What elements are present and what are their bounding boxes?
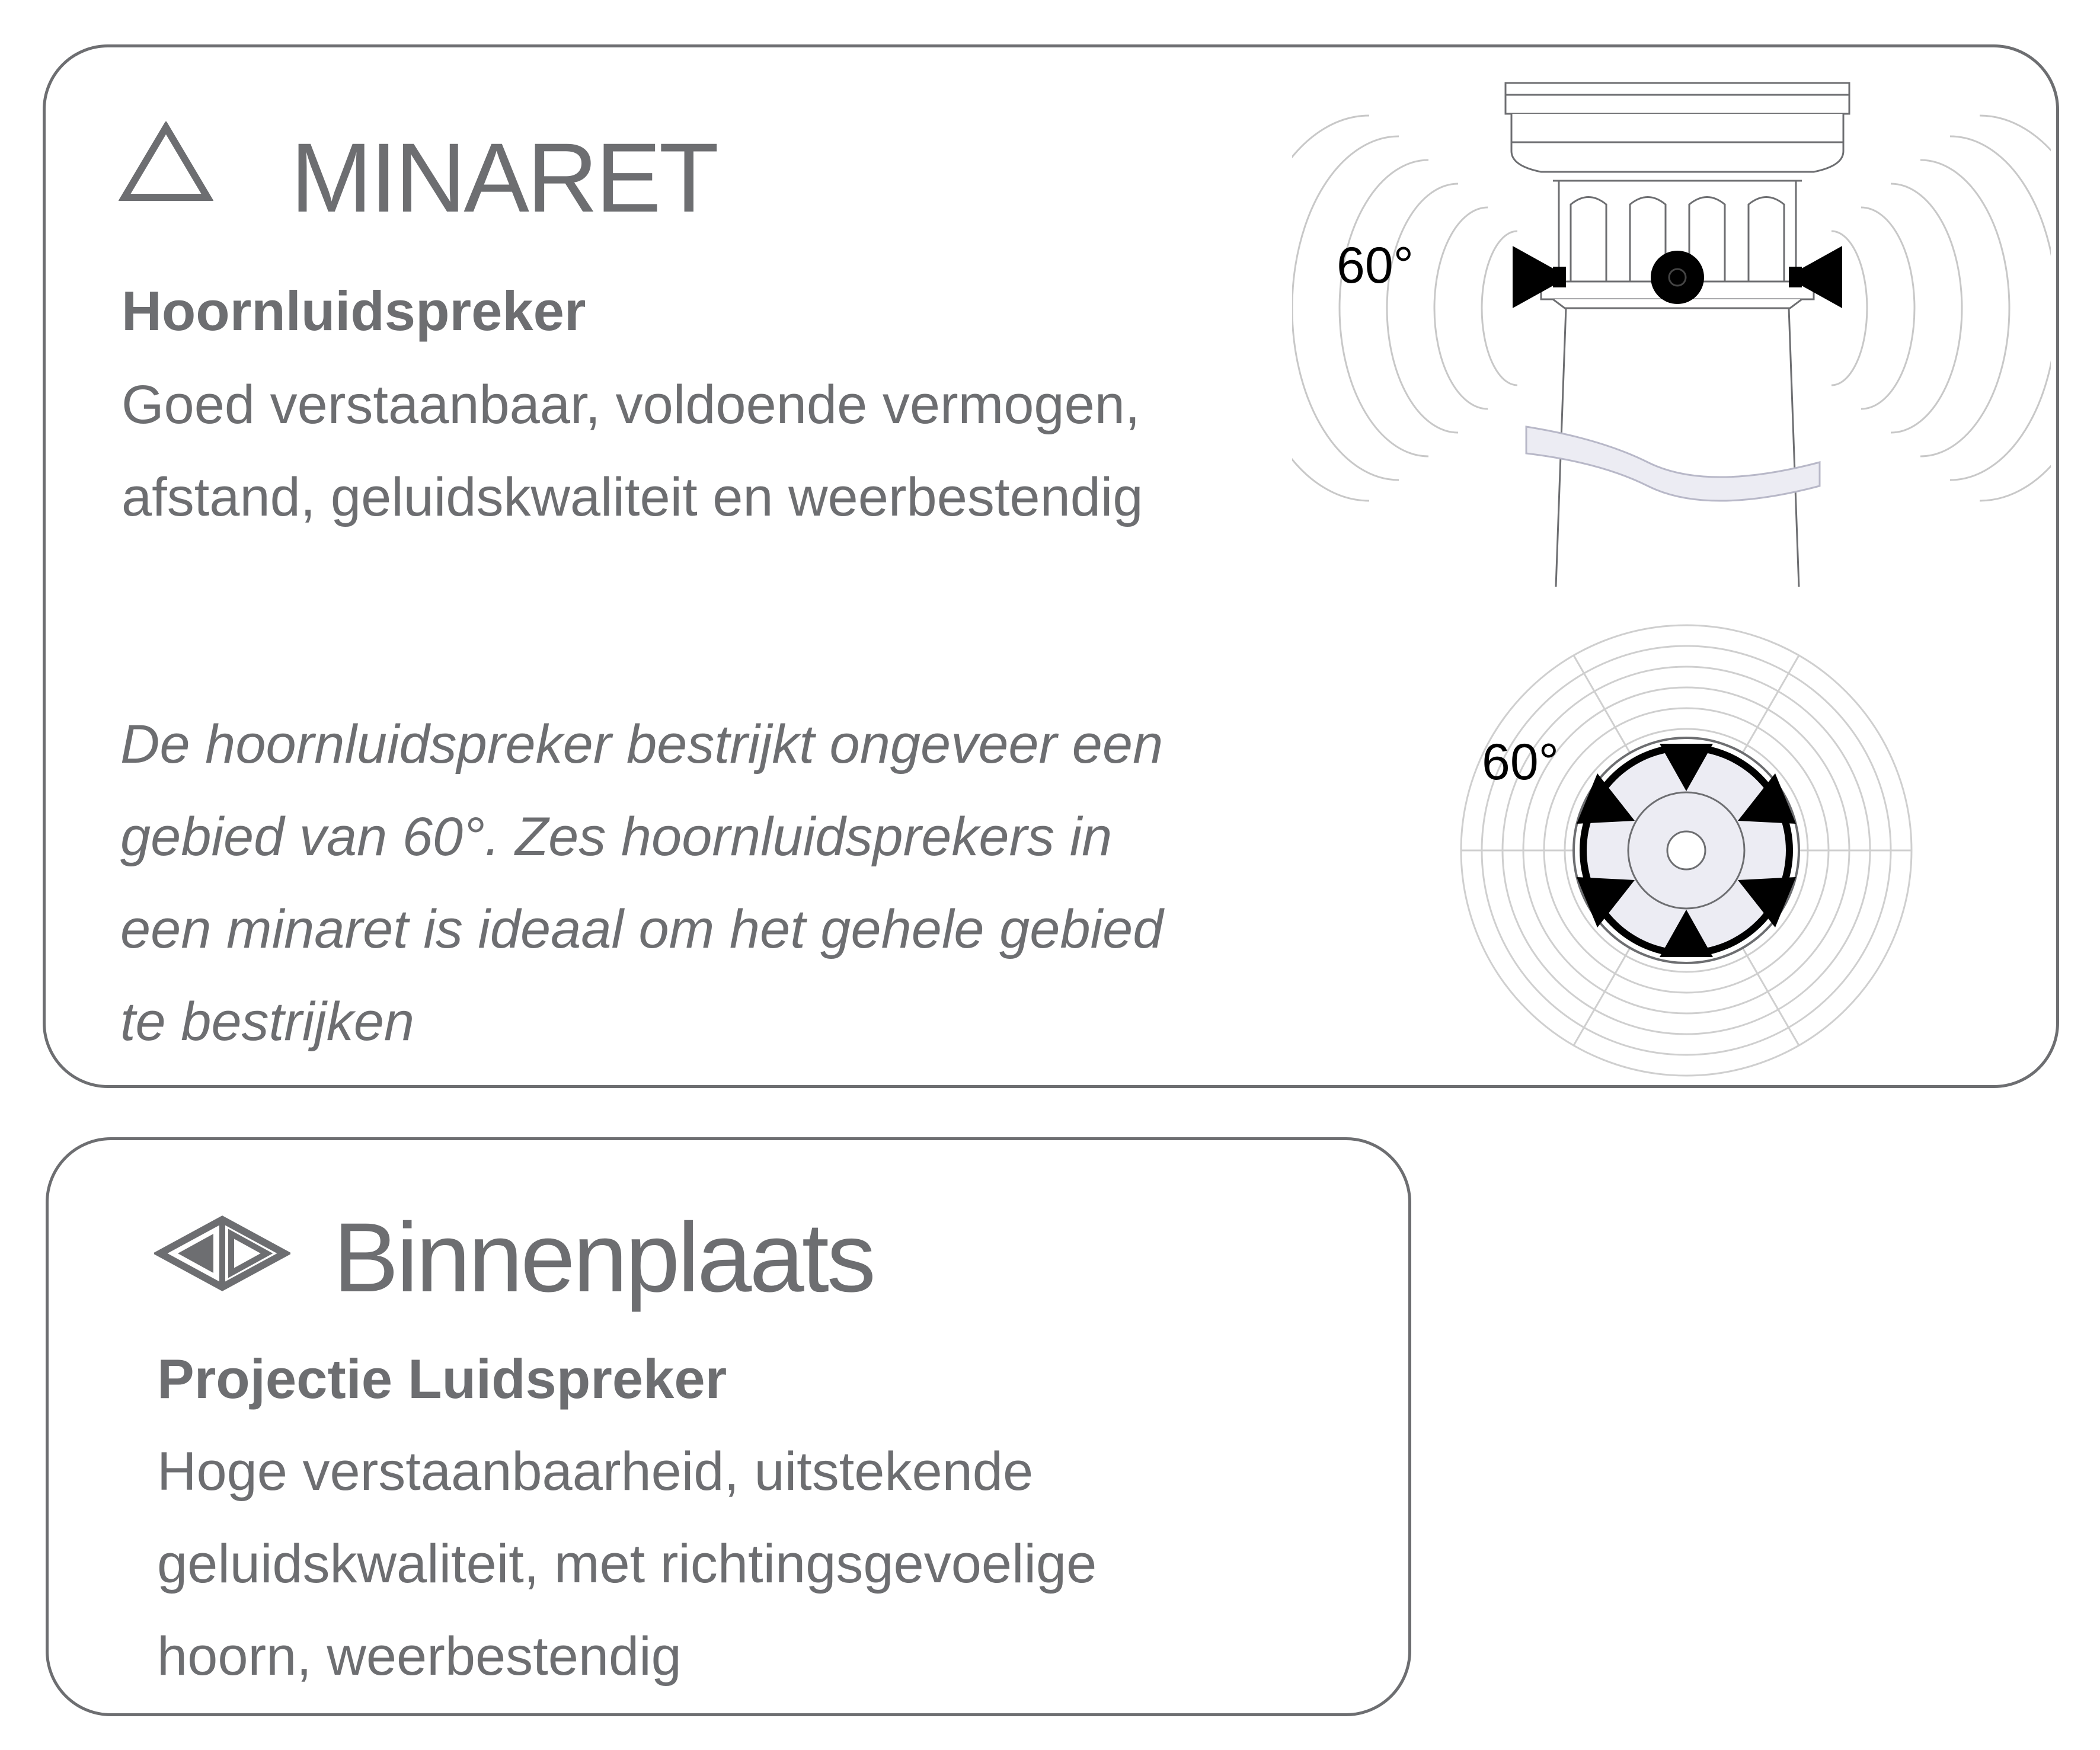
minaret-title: MINARET [290,123,717,233]
minaret-note-line: een minaret is ideaal om het gehele gebied [120,899,1164,959]
binnenplaats-title: Binnenplaats [333,1203,874,1313]
minaret-description-line: Goed verstaanbaar, voldoende vermogen, [122,375,1140,435]
minaret-top-view-illustration [1455,619,1917,1082]
left-sound-waves [1292,116,1517,501]
minaret-description [122,359,1143,543]
minaret-band [1526,427,1820,501]
minaret-note-line: te bestrijken [120,991,415,1052]
top-view-angle-label: 60° [1482,734,1559,791]
binnenplaats-description-line: Hoge verstaanbaarheid, uitstekende [157,1441,1034,1502]
minaret-note-line: gebied van 60°. Zes hoornluidsprekers in [120,807,1113,867]
right-sound-waves [1831,116,2051,501]
minaret-note-line: De hoornluidspreker bestrijkt ongeveer een [120,714,1164,775]
triangle-outline-icon [119,121,213,201]
side-view-angle-label: 60° [1337,237,1414,294]
binnenplaats-speaker-type: Projectie Luidspreker [157,1348,727,1410]
binnenplaats-description [157,1425,1097,1703]
minaret-coverage-note [120,698,1163,1068]
minaret-description-line: afstand, geluidskwaliteit en weerbestendig [122,467,1143,527]
minaret-side-view-illustration [1292,71,2051,604]
binnenplaats-description-line: geluidskwaliteit, met richtingsgevoelige [157,1534,1097,1594]
split-diamond-icon [154,1215,290,1292]
binnenplaats-description-line: hoorn, weerbestendig [157,1626,682,1687]
minaret-speaker-type: Hoornluidspreker [122,280,586,342]
